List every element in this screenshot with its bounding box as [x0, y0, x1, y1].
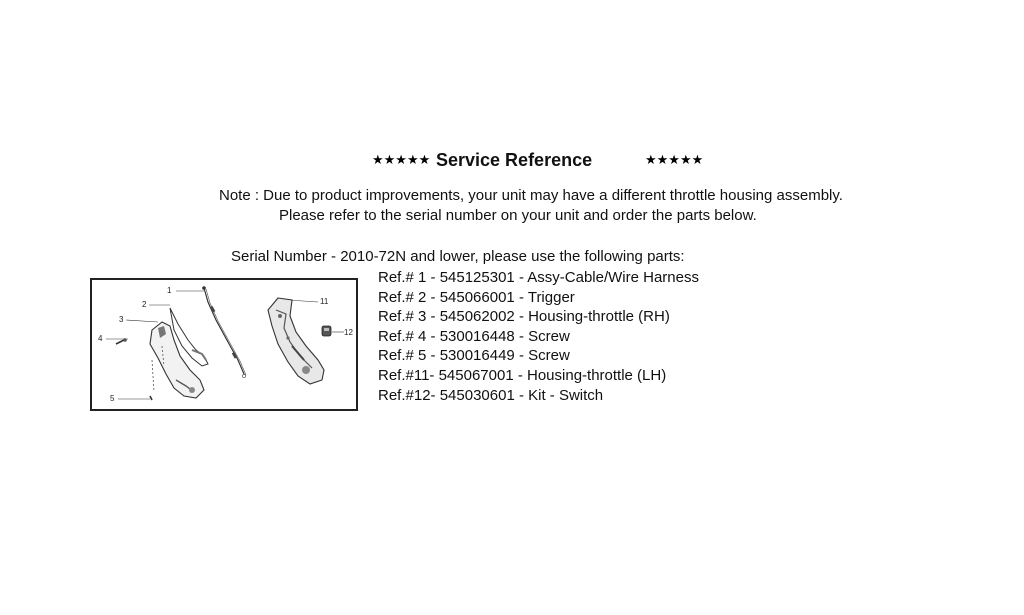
callout-11: 11 — [320, 297, 329, 306]
serial-number-line: Serial Number - 2010-72N and lower, please use the following parts: — [231, 248, 685, 265]
callout-3: 3 — [119, 315, 124, 324]
callout-12: 12 — [344, 328, 353, 337]
list-item: Ref.# 1 - 545125301 - Assy-Cable/Wire Harness — [378, 269, 699, 286]
parts-list — [378, 268, 699, 405]
note-line-2: Please refer to the serial number on your unit and order the parts below. — [279, 207, 757, 224]
note-line-1: Note : Due to product improvements, your unit may have a different throttle housing assembly. — [219, 187, 843, 204]
exploded-parts-diagram — [90, 278, 358, 411]
callout-1: 1 — [167, 286, 172, 295]
list-item: Ref.# 5 - 530016449 - Screw — [378, 347, 570, 365]
stars-left-icon: ★★★★★ — [372, 153, 431, 168]
page-title: Service Reference — [436, 150, 593, 170]
callout-2: 2 — [142, 300, 147, 309]
list-item: Ref.#11- 545067001 - Housing-throttle (LH) — [378, 366, 667, 384]
list-item: Ref.#12- 545030601 - Kit - Switch — [378, 386, 604, 404]
callout-5: 5 — [110, 394, 115, 403]
stars-right-icon: ★★★★★ — [645, 153, 704, 168]
title-row — [0, 150, 1024, 174]
list-item: Ref.# 4 - 530016448 - Screw — [378, 327, 570, 345]
callout-4: 4 — [98, 334, 103, 343]
list-item: Ref.# 3 - 545062002 - Housing-throttle (RH) — [378, 308, 670, 326]
list-item: Ref.# 2 - 545066001 - Trigger — [378, 288, 575, 306]
throttle-assembly-illustration — [92, 280, 356, 409]
